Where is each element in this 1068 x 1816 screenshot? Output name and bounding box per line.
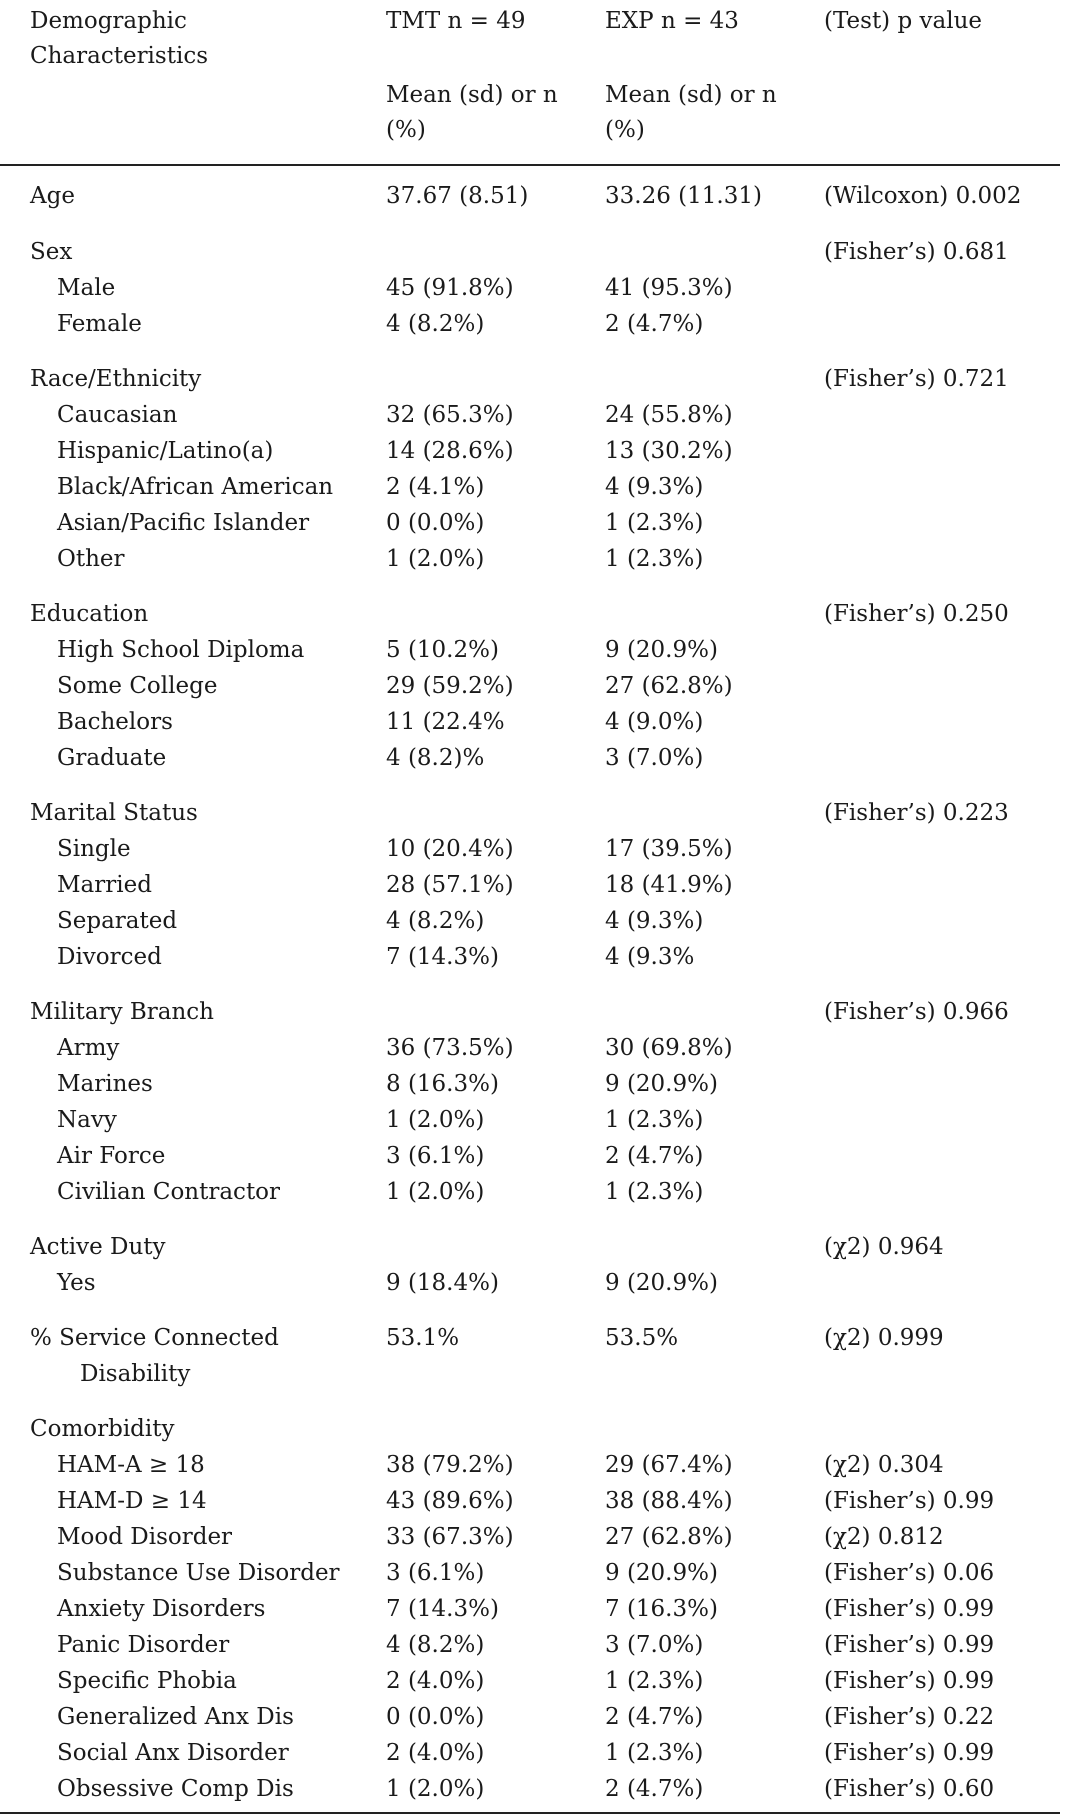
tmt-value: 2 (4.0%) [386, 1668, 485, 1694]
row-label: Bachelors [57, 709, 173, 735]
bottom-rule [0, 1812, 1060, 1814]
exp-value: 4 (9.0%) [605, 709, 704, 735]
exp-value: 4 (9.3% [605, 944, 695, 970]
row-label: Graduate [57, 745, 167, 771]
row-label: Army [57, 1035, 120, 1061]
p-value: (Fisher’s) 0.721 [824, 366, 1009, 392]
exp-value: 2 (4.7%) [605, 1704, 704, 1730]
row-label: Disability [80, 1361, 191, 1387]
tmt-value: 2 (4.1%) [386, 474, 485, 500]
p-value: (Fisher’s) 0.223 [824, 800, 1009, 826]
p-value: (χ2) 0.999 [824, 1325, 944, 1351]
p-value: (Fisher’s) 0.06 [824, 1560, 995, 1586]
tmt-value: 3 (6.1%) [386, 1143, 485, 1169]
row-label: Panic Disorder [57, 1632, 230, 1658]
tmt-value: 7 (14.3%) [386, 1596, 499, 1622]
row-label: Comorbidity [30, 1416, 175, 1442]
exp-value: 9 (20.9%) [605, 637, 718, 663]
row-label: Caucasian [57, 402, 178, 428]
header-p-value: (Test) p value [824, 8, 982, 34]
row-label: Single [57, 836, 131, 862]
tmt-value: 10 (20.4%) [386, 836, 514, 862]
p-value: (Fisher’s) 0.681 [824, 239, 1009, 265]
exp-value: 9 (20.9%) [605, 1270, 718, 1296]
p-value: (Fisher’s) 0.99 [824, 1632, 995, 1658]
row-label: Civilian Contractor [57, 1179, 281, 1205]
tmt-value: 5 (10.2%) [386, 637, 499, 663]
tmt-value: 4 (8.2%) [386, 311, 485, 337]
row-label: Air Force [57, 1143, 166, 1169]
header-exp: EXP n = 43 [605, 8, 739, 34]
p-value: (Fisher’s) 0.22 [824, 1704, 995, 1730]
row-label: % Service Connected [30, 1325, 279, 1351]
row-label: Active Duty [30, 1234, 166, 1260]
exp-value: 29 (67.4%) [605, 1452, 733, 1478]
exp-value: 1 (2.3%) [605, 1179, 704, 1205]
exp-value: 1 (2.3%) [605, 1668, 704, 1694]
row-label: Black/African American [57, 474, 334, 500]
tmt-value: 4 (8.2%) [386, 1632, 485, 1658]
row-label: HAM-D ≥ 14 [57, 1488, 207, 1514]
header-tmt-subtitle: Mean (sd) or n (%) [386, 82, 558, 143]
row-label: Social Anx Disorder [57, 1740, 289, 1766]
row-label: Specific Phobia [57, 1668, 237, 1694]
exp-value: 30 (69.8%) [605, 1035, 733, 1061]
row-label: Asian/Pacific Islander [57, 510, 310, 536]
row-label: High School Diploma [57, 637, 305, 663]
tmt-value: 33 (67.3%) [386, 1524, 514, 1550]
row-label: Military Branch [30, 999, 214, 1025]
row-label: Obsessive Comp Dis [57, 1776, 294, 1802]
exp-value: 24 (55.8%) [605, 402, 733, 428]
exp-value: 4 (9.3%) [605, 474, 704, 500]
tmt-value: 29 (59.2%) [386, 673, 514, 699]
tmt-value: 4 (8.2%) [386, 908, 485, 934]
tmt-value: 36 (73.5%) [386, 1035, 514, 1061]
exp-value: 41 (95.3%) [605, 275, 733, 301]
row-label: Marines [57, 1071, 153, 1097]
tmt-value: 32 (65.3%) [386, 402, 514, 428]
exp-value: 4 (9.3%) [605, 908, 704, 934]
p-value: (Fisher’s) 0.99 [824, 1596, 995, 1622]
p-value: (χ2) 0.304 [824, 1452, 944, 1478]
exp-value: 7 (16.3%) [605, 1596, 718, 1622]
tmt-value: 38 (79.2%) [386, 1452, 514, 1478]
row-label: Some College [57, 673, 218, 699]
exp-value: 13 (30.2%) [605, 438, 733, 464]
row-label: Hispanic/Latino(a) [57, 438, 274, 464]
p-value: (χ2) 0.812 [824, 1524, 944, 1550]
exp-value: 2 (4.7%) [605, 311, 704, 337]
header-demographic-characteristics: Demographic Characteristics [30, 8, 209, 69]
row-label: Female [57, 311, 142, 337]
p-value: (Fisher’s) 0.99 [824, 1668, 995, 1694]
tmt-value: 43 (89.6%) [386, 1488, 514, 1514]
exp-value: 53.5% [605, 1325, 679, 1351]
tmt-value: 7 (14.3%) [386, 944, 499, 970]
p-value: (Fisher’s) 0.99 [824, 1740, 995, 1766]
exp-value: 1 (2.3%) [605, 546, 704, 572]
row-label: Race/Ethnicity [30, 366, 202, 392]
p-value: (Fisher’s) 0.99 [824, 1488, 995, 1514]
row-label: Generalized Anx Dis [57, 1704, 294, 1730]
exp-value: 1 (2.3%) [605, 510, 704, 536]
p-value: (Wilcoxon) 0.002 [824, 183, 1022, 209]
exp-value: 2 (4.7%) [605, 1776, 704, 1802]
tmt-value: 1 (2.0%) [386, 1776, 485, 1802]
exp-value: 3 (7.0%) [605, 1632, 704, 1658]
p-value: (Fisher’s) 0.60 [824, 1776, 995, 1802]
exp-value: 9 (20.9%) [605, 1560, 718, 1586]
row-label: Marital Status [30, 800, 198, 826]
row-label: Married [57, 872, 152, 898]
exp-value: 2 (4.7%) [605, 1143, 704, 1169]
row-label: Yes [57, 1270, 96, 1296]
p-value: (Fisher’s) 0.250 [824, 601, 1009, 627]
row-label: Substance Use Disorder [57, 1560, 340, 1586]
exp-value: 3 (7.0%) [605, 745, 704, 771]
tmt-value: 53.1% [386, 1325, 460, 1351]
exp-value: 1 (2.3%) [605, 1107, 704, 1133]
tmt-value: 37.67 (8.51) [386, 183, 529, 209]
header-tmt: TMT n = 49 [386, 8, 526, 34]
tmt-value: 8 (16.3%) [386, 1071, 499, 1097]
row-label: Male [57, 275, 116, 301]
exp-value: 27 (62.8%) [605, 1524, 733, 1550]
tmt-value: 1 (2.0%) [386, 1107, 485, 1133]
row-label: Anxiety Disorders [57, 1596, 266, 1622]
exp-value: 38 (88.4%) [605, 1488, 733, 1514]
row-label: Navy [57, 1107, 117, 1133]
row-label: HAM-A ≥ 18 [57, 1452, 205, 1478]
tmt-value: 4 (8.2)% [386, 745, 485, 771]
p-value: (χ2) 0.964 [824, 1234, 944, 1260]
exp-value: 27 (62.8%) [605, 673, 733, 699]
tmt-value: 28 (57.1%) [386, 872, 514, 898]
row-label: Separated [57, 908, 178, 934]
tmt-value: 1 (2.0%) [386, 546, 485, 572]
row-label: Mood Disorder [57, 1524, 233, 1550]
row-label: Sex [30, 239, 73, 265]
tmt-value: 1 (2.0%) [386, 1179, 485, 1205]
row-label: Age [30, 183, 75, 209]
row-label: Education [30, 601, 149, 627]
row-label: Other [57, 546, 125, 572]
tmt-value: 0 (0.0%) [386, 510, 485, 536]
tmt-value: 14 (28.6%) [386, 438, 514, 464]
exp-value: 1 (2.3%) [605, 1740, 704, 1766]
tmt-value: 9 (18.4%) [386, 1270, 499, 1296]
tmt-value: 11 (22.4% [386, 709, 505, 735]
tmt-value: 2 (4.0%) [386, 1740, 485, 1766]
header-exp-subtitle: Mean (sd) or n (%) [605, 82, 777, 143]
tmt-value: 45 (91.8%) [386, 275, 514, 301]
exp-value: 9 (20.9%) [605, 1071, 718, 1097]
tmt-value: 0 (0.0%) [386, 1704, 485, 1730]
exp-value: 17 (39.5%) [605, 836, 733, 862]
exp-value: 18 (41.9%) [605, 872, 733, 898]
row-label: Divorced [57, 944, 162, 970]
header-rule [0, 164, 1060, 166]
tmt-value: 3 (6.1%) [386, 1560, 485, 1586]
p-value: (Fisher’s) 0.966 [824, 999, 1009, 1025]
exp-value: 33.26 (11.31) [605, 183, 762, 209]
